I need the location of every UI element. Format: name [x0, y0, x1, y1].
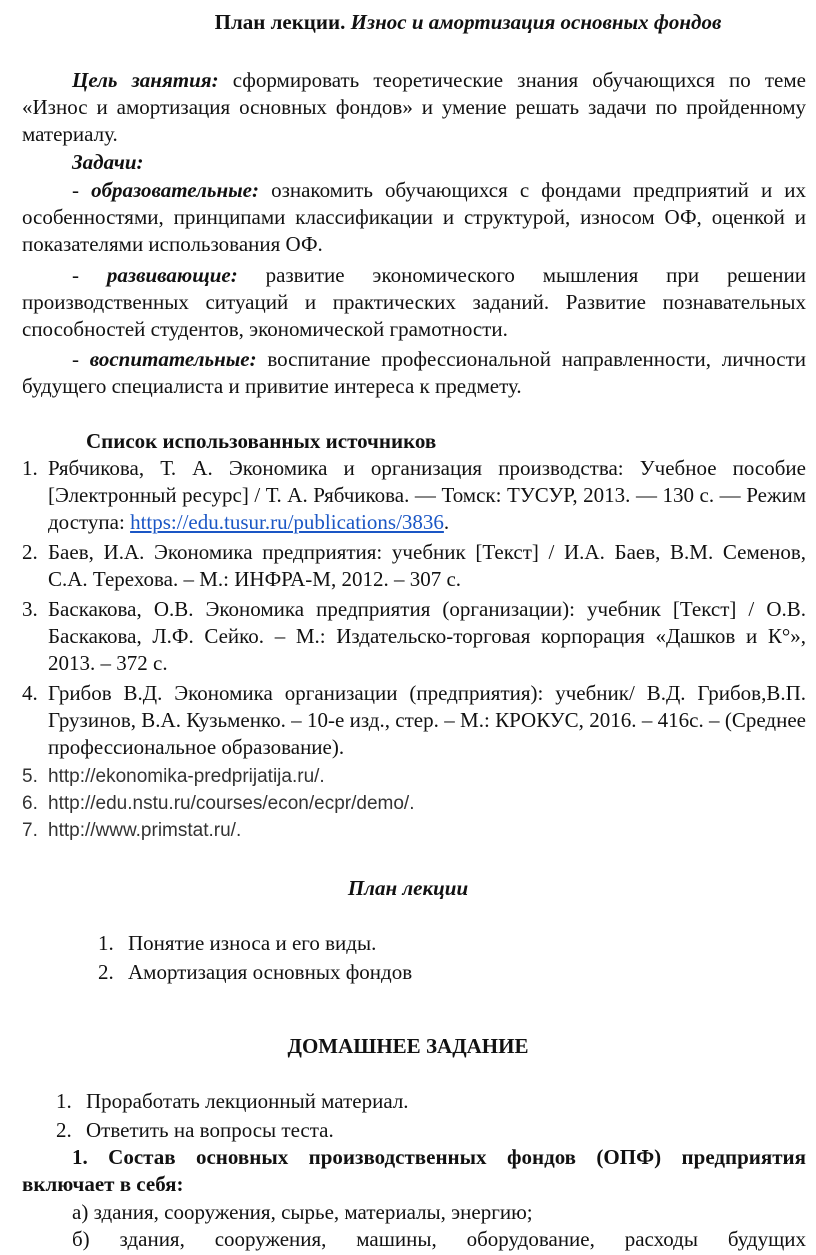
task-label: образовательные: — [91, 178, 259, 202]
source-text: Рябчикова, Т. А. Экономика и организация производства: Учебное пособие [Электронный ресурс] / Т. А. Рябчикова. — Томск: ТУСУР, 2013. — 130 с. — Режим доступа: — [48, 456, 806, 534]
source-trailing: . — [443, 510, 450, 534]
plan-title: План лекции — [347, 876, 469, 900]
tasks-label-paragraph — [22, 149, 806, 176]
homework-item — [56, 1088, 409, 1115]
homework-title: ДОМАШНЕЕ ЗАДАНИЕ — [287, 1034, 529, 1058]
task-developing — [22, 262, 806, 343]
task-text: воспитание профессиональной направленности, личности будущего специалиста и привитие интереса к предмету. — [22, 347, 807, 398]
question-text: Состав основных производственных фондов (ОПФ) предприятия включает в себя: — [22, 1145, 806, 1196]
source-number: 4. — [22, 681, 38, 705]
goal-label: Цель занятия: — [72, 68, 219, 92]
source-number: 7. — [22, 820, 38, 841]
plan-item — [98, 930, 412, 957]
task-label: развивающие: — [106, 263, 238, 287]
task-text: развитие экономического мышления при решении производственных ситуаций и практических заданий. Развитие познавательных способностей студентов, экономической грамотности. — [22, 263, 807, 341]
plan-item-number: 2. — [98, 960, 114, 984]
homework-item — [56, 1117, 409, 1144]
task-dash: - — [72, 347, 79, 371]
source-number: 2. — [22, 540, 38, 564]
sources-title: Список использованных источников — [86, 429, 437, 453]
source-item — [22, 596, 806, 677]
plan-item — [98, 959, 412, 986]
source-item — [22, 455, 806, 536]
source-item — [22, 790, 806, 817]
source-item — [22, 817, 806, 844]
source-text: Баскакова, О.В. Экономика предприятия (организации): учебник [Текст] / О.В. Баскакова, Л.Ф. Сейко. – М.: Издательско-торговая корпорация «Дашков и К°», 2013. – 372 с. — [48, 597, 806, 675]
task-label: воспитательные: — [89, 347, 257, 371]
source-url[interactable]: http://www.primstat.ru/. — [48, 820, 242, 841]
source-text: Грибов В.Д. Экономика организации (предприятия): учебник/ В.Д. Грибов,В.П. Грузинов, В.А. Кузьменко. – 10-е изд., стер. – М.: КРОКУС, 2016. – 416с. – (Среднее профессиональное образование). — [48, 681, 806, 759]
question-number: 1. — [72, 1145, 88, 1169]
source-text: Баев, И.А. Экономика предприятия: учебник [Текст] / И.А. Баев, В.М. Семенов, С.А. Терехова. – М.: ИНФРА-М, 2012. – 307 с. — [48, 540, 806, 591]
source-url[interactable]: http://edu.nstu.ru/courses/econ/ecpr/demo/. — [48, 793, 415, 814]
source-link[interactable]: https://edu.tusur.ru/publications/3836 — [130, 510, 444, 534]
sources-list — [22, 455, 806, 844]
task-educational — [22, 177, 806, 258]
source-item — [22, 680, 806, 761]
source-number: 6. — [22, 793, 38, 814]
task-upbringing — [22, 346, 806, 400]
homework-item-text: Ответить на вопросы теста. — [86, 1118, 334, 1142]
source-number: 5. — [22, 766, 38, 787]
plan-list — [98, 930, 412, 986]
source-url[interactable]: http://ekonomika-predprijatija.ru/. — [48, 766, 325, 787]
plan-item-number: 1. — [98, 931, 114, 955]
title-italic: Износ и амортизация основных фондов — [350, 10, 722, 34]
source-number: 3. — [22, 597, 38, 621]
homework-list — [56, 1088, 409, 1144]
plan-item-text: Понятие износа и его виды. — [128, 931, 377, 955]
tasks-label: Задачи: — [72, 150, 144, 174]
plan-item-text: Амортизация основных фондов — [128, 960, 413, 984]
task-text: ознакомить обучающихся с фондами предприятий и их особенностями, принципами классификации и структурой, износом ОФ, оценкой и показателями использования ОФ. — [22, 178, 807, 256]
goal-text: сформировать теоретические знания обучающихся по теме «Износ и амортизация основных фондов» и умение решать задачи по пройденному материалу. — [22, 68, 806, 146]
answer-option[interactable]: а) здания, сооружения, сырье, материалы, энергию; — [72, 1200, 533, 1224]
title-bold: План лекции. — [214, 10, 346, 34]
task-dash: - — [72, 178, 79, 202]
homework-item-text: Проработать лекционный материал. — [86, 1089, 409, 1113]
test-question — [22, 1144, 806, 1198]
goal-paragraph — [22, 67, 806, 148]
source-item — [22, 539, 806, 593]
answer-option[interactable]: б) здания, сооружения, машины, оборудование, расходы будущих — [72, 1227, 806, 1251]
homework-item-number: 2. — [56, 1118, 72, 1142]
source-item — [22, 763, 806, 790]
page-title — [0, 9, 816, 36]
homework-item-number: 1. — [56, 1089, 72, 1113]
task-dash: - — [72, 263, 79, 287]
source-number: 1. — [22, 456, 38, 480]
